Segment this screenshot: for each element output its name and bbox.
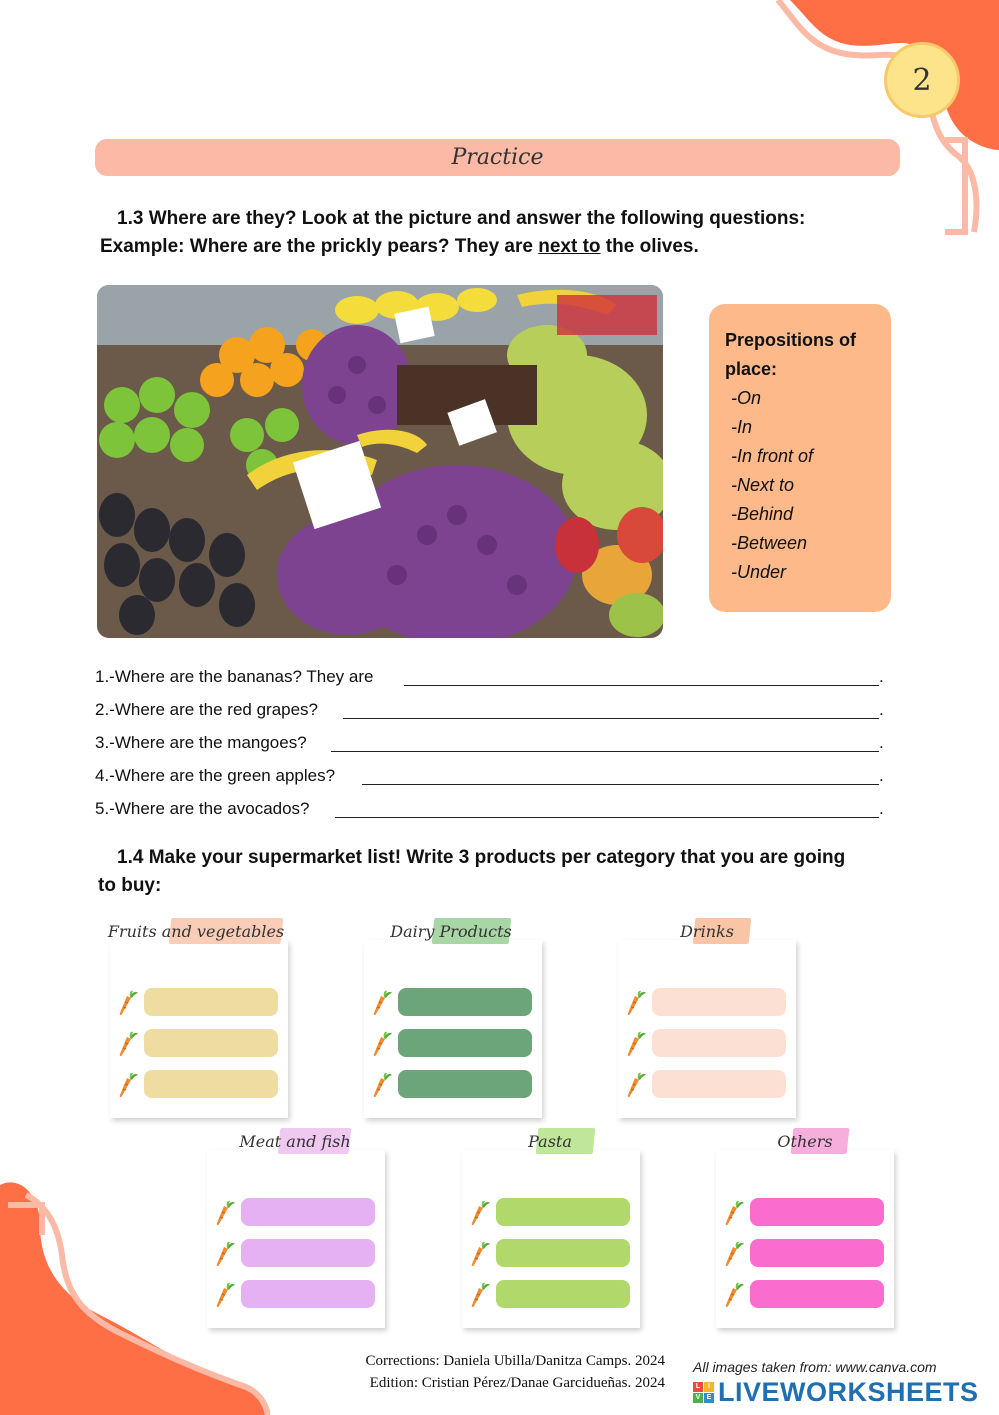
list-item bbox=[215, 1280, 385, 1308]
carrot-icon bbox=[215, 1241, 237, 1267]
product-entry-field[interactable] bbox=[652, 988, 786, 1016]
question-text: 2.-Where are the red grapes? bbox=[95, 700, 319, 719]
answer-line-5[interactable] bbox=[335, 817, 879, 818]
logo-mark-icon: L I V E bbox=[693, 1382, 714, 1403]
preposition-item: -In front of bbox=[731, 446, 814, 466]
question-end: . bbox=[879, 733, 884, 752]
carrot-icon bbox=[372, 1031, 394, 1057]
list-item bbox=[372, 988, 542, 1016]
category-card-others bbox=[716, 1150, 894, 1328]
list-item bbox=[626, 1029, 796, 1057]
answer-line-1[interactable] bbox=[404, 685, 879, 686]
product-entry-field[interactable] bbox=[241, 1198, 375, 1226]
list-item bbox=[118, 1070, 288, 1098]
product-entry-field[interactable] bbox=[750, 1198, 884, 1226]
list-item bbox=[724, 1280, 894, 1308]
product-entry-field[interactable] bbox=[496, 1239, 630, 1267]
logo-text: LIVEWORKSHEETS bbox=[718, 1376, 979, 1407]
category-label-text: Dairy Products bbox=[390, 921, 512, 941]
fruit-market-photo bbox=[97, 285, 663, 638]
images-source-note: All images taken from: www.canva.com bbox=[693, 1359, 937, 1375]
list-item bbox=[724, 1198, 894, 1226]
liveworksheets-logo[interactable] bbox=[693, 1377, 979, 1407]
product-entry-field[interactable] bbox=[496, 1198, 630, 1226]
list-item bbox=[470, 1280, 640, 1308]
category-label-text: Meat and fish bbox=[239, 1131, 351, 1151]
category-card-fruits-and-vegetables bbox=[110, 940, 288, 1118]
category-label bbox=[392, 916, 510, 946]
preposition-item: -Under bbox=[731, 562, 787, 582]
product-entry-field[interactable] bbox=[750, 1239, 884, 1267]
carrot-icon bbox=[626, 990, 648, 1016]
answer-line-4[interactable] bbox=[362, 784, 879, 785]
carrot-icon bbox=[372, 1072, 394, 1098]
question-3 bbox=[95, 733, 307, 753]
product-entry-field[interactable] bbox=[398, 1070, 532, 1098]
prepositions-box bbox=[709, 304, 891, 612]
carrot-icon bbox=[215, 1282, 237, 1308]
category-label-text: Others bbox=[777, 1131, 833, 1151]
question-text: 4.-Where are the green apples? bbox=[95, 766, 336, 785]
carrot-icon bbox=[626, 1072, 648, 1098]
question-end: . bbox=[879, 700, 884, 719]
category-card-pasta bbox=[462, 1150, 640, 1328]
product-entry-field[interactable] bbox=[750, 1280, 884, 1308]
example-prefix: Example: Where are the prickly pears? They are bbox=[100, 236, 539, 257]
carrot-icon bbox=[118, 990, 140, 1016]
question-end: . bbox=[879, 799, 884, 818]
carrot-icon bbox=[724, 1241, 746, 1267]
product-entry-field[interactable] bbox=[144, 1070, 278, 1098]
product-entry-field[interactable] bbox=[496, 1280, 630, 1308]
question-4 bbox=[95, 766, 335, 786]
exercise-1-4-heading: 1.4 Make your supermarket list! Write 3 products per category that you are going bbox=[117, 847, 846, 868]
list-item bbox=[118, 1029, 288, 1057]
prepositions-title: Prepositions of bbox=[725, 330, 857, 350]
category-card-drinks bbox=[618, 940, 796, 1118]
category-label-text: Pasta bbox=[528, 1131, 572, 1151]
preposition-item: -Behind bbox=[731, 504, 794, 524]
exercise-1-3-example bbox=[100, 233, 699, 261]
category-label-text: Fruits and vegetables bbox=[107, 921, 285, 941]
footer-credits bbox=[333, 1350, 665, 1394]
carrot-icon bbox=[724, 1282, 746, 1308]
exercise-1-3-heading: 1.3 Where are they? Look at the picture and answer the following questions: bbox=[117, 208, 806, 229]
category-label-text: Drinks bbox=[680, 921, 734, 941]
list-item bbox=[215, 1198, 385, 1226]
preposition-item: -Between bbox=[731, 533, 808, 553]
question-text: 3.-Where are the mangoes? bbox=[95, 733, 307, 752]
carrot-icon bbox=[470, 1200, 492, 1226]
list-item bbox=[118, 988, 288, 1016]
category-label bbox=[107, 916, 285, 946]
example-underlined: next to bbox=[538, 236, 601, 257]
answer-line-2[interactable] bbox=[343, 718, 879, 719]
list-item bbox=[470, 1198, 640, 1226]
list-item bbox=[470, 1239, 640, 1267]
carrot-icon bbox=[215, 1200, 237, 1226]
question-end: . bbox=[879, 667, 884, 686]
list-item bbox=[372, 1070, 542, 1098]
product-entry-field[interactable] bbox=[398, 988, 532, 1016]
carrot-icon bbox=[372, 990, 394, 1016]
question-text: 1.-Where are the bananas? They are bbox=[95, 667, 374, 686]
list-item bbox=[724, 1239, 894, 1267]
list-item bbox=[626, 988, 796, 1016]
carrot-icon bbox=[470, 1282, 492, 1308]
exercise-1-4-heading-line2: to buy: bbox=[98, 875, 162, 896]
category-card-dairy-products bbox=[364, 940, 542, 1118]
question-end: . bbox=[879, 766, 884, 785]
question-text: 5.-Where are the avocados? bbox=[95, 799, 310, 818]
list-item bbox=[372, 1029, 542, 1057]
product-entry-field[interactable] bbox=[652, 1029, 786, 1057]
product-entry-field[interactable] bbox=[144, 1029, 278, 1057]
section-title: Practice bbox=[451, 145, 544, 170]
preposition-item: -In bbox=[731, 417, 753, 437]
category-label bbox=[762, 1126, 848, 1156]
answer-line-3[interactable] bbox=[331, 751, 879, 752]
example-suffix: the olives. bbox=[600, 236, 699, 257]
edition-credit: Edition: Cristian Pérez/Danae Garcidueñas. 2024 bbox=[369, 1375, 665, 1391]
product-entry-field[interactable] bbox=[241, 1239, 375, 1267]
corrections-credit: Corrections: Daniela Ubilla/Danitza Camps. 2024 bbox=[365, 1353, 665, 1369]
question-5 bbox=[95, 799, 310, 819]
page-number-badge: 2 bbox=[884, 42, 960, 118]
carrot-icon bbox=[724, 1200, 746, 1226]
product-entry-field[interactable] bbox=[144, 988, 278, 1016]
product-entry-field[interactable] bbox=[652, 1070, 786, 1098]
prepositions-title-line2: place: bbox=[725, 359, 778, 379]
question-1 bbox=[95, 667, 373, 687]
preposition-item: -Next to bbox=[731, 475, 795, 495]
question-2 bbox=[95, 700, 318, 720]
list-item bbox=[215, 1239, 385, 1267]
category-card-meat-and-fish bbox=[207, 1150, 385, 1328]
list-item bbox=[626, 1070, 796, 1098]
category-label bbox=[240, 1126, 350, 1156]
product-entry-field[interactable] bbox=[241, 1280, 375, 1308]
category-label bbox=[664, 916, 750, 946]
practice-title-bar bbox=[95, 139, 900, 176]
preposition-item: -On bbox=[731, 388, 762, 408]
product-entry-field[interactable] bbox=[398, 1029, 532, 1057]
carrot-icon bbox=[118, 1031, 140, 1057]
corner-decoration-top-right bbox=[730, 0, 999, 240]
carrot-icon bbox=[118, 1072, 140, 1098]
carrot-icon bbox=[470, 1241, 492, 1267]
category-label bbox=[506, 1126, 594, 1156]
carrot-icon bbox=[626, 1031, 648, 1057]
